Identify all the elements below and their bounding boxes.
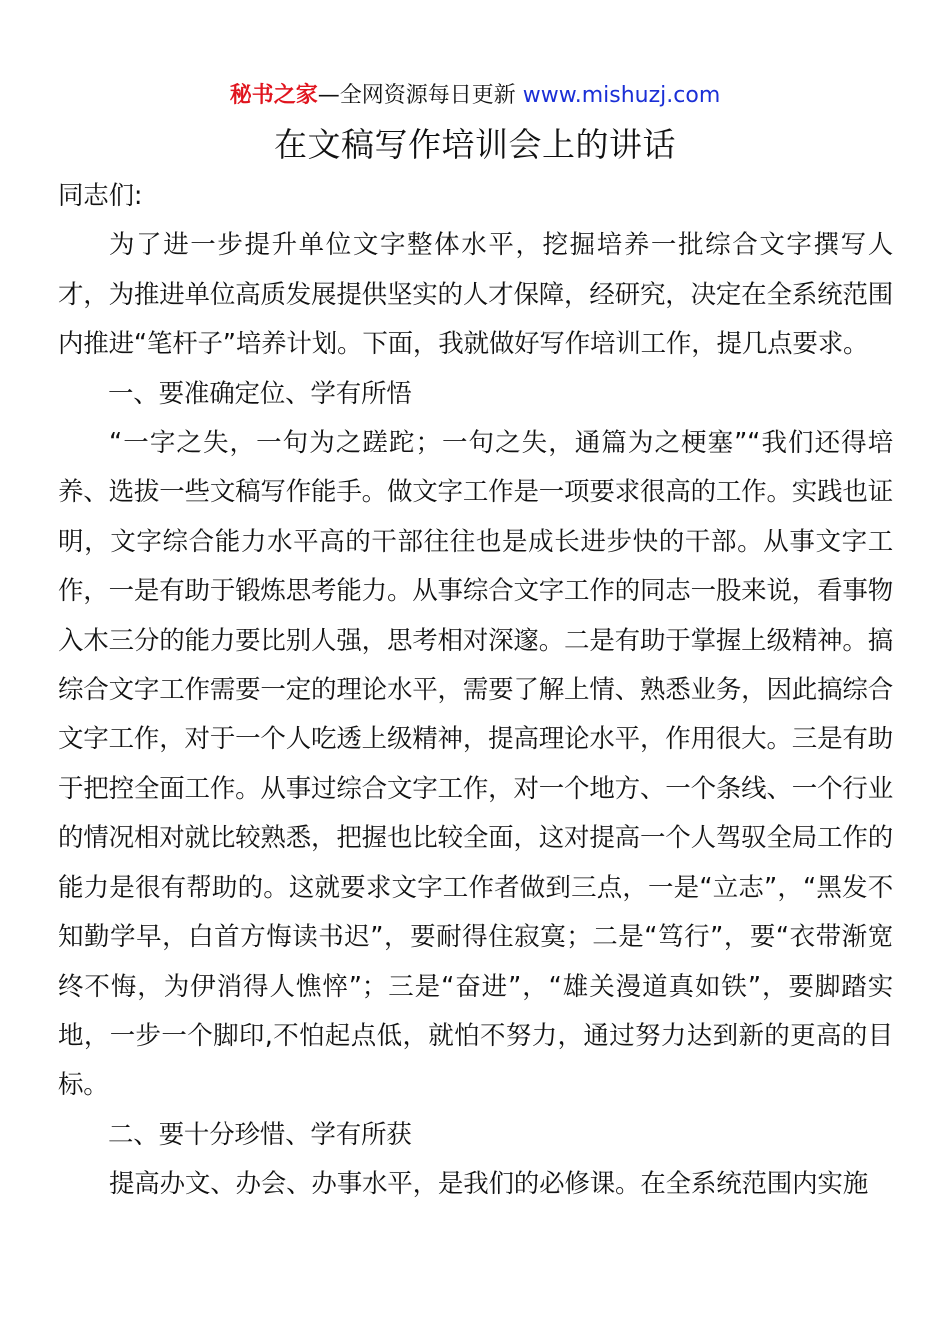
- site-header: [0, 80, 950, 112]
- intro-paragraph: 为了进一步提升单位文字整体水平，挖掘培养一批综合文字撰写人才，为推进单位高质发展提供坚实的人才保障，经研究，决定在全系统范围内推进“笔杆子”培养计划。下面，我就做好写作培训工作，提几点要求。: [58, 230, 893, 360]
- section-heading-2: 二、要十分珍惜、学有所获: [108, 1119, 412, 1150]
- section-2-paragraph: 提高办文、办会、办事水平，是我们的必修课。在全系统范围内实施: [109, 1169, 869, 1200]
- document-body: [58, 172, 893, 1210]
- section-heading-1: 一、要准确定位、学有所悟: [108, 378, 412, 409]
- section-1-paragraph: “一字之失，一句为之蹉跎；一句之失，通篇为之梗塞”“我们还得培养、选拔一些文稿写作能手。做文字工作是一项要求很高的工作。实践也证明，文字综合能力水平高的干部往往也是成长进步快的干部。从事文字工作，一是有助于锻炼思考能力。从事综合文字工作的同志一股来说，看事物入木三分的能力要比别人强，思考相对深邃。二是有助于掌握上级精神。搞综合文字工作需要一定的理论水平，需要了解上情、熟悉业务，因此搞综合文字工作，对于一个人吃透上级精神，提高理论水平，作用很大。三是有助于把控全面工作。从事过综合文字工作，对一个地方、一个条线、一个行业的情况相对就比较熟悉，把握也比较全面，这对提高一个人驾驭全局工作的能力是很有帮助的。这就要求文字工作者做到三点，一是“立志”，“黑发不知勤学早，白首方悔读书迟”，要耐得住寂寞；二是“笃行”，要“衣带渐宽终不悔，为伊消得人憔悴”；三是“奋进”，“雄关漫道真如铁”，要脚踏实地，一步一个脚印,不怕起点低，就怕不努力，通过努力达到新的更高的目标。: [58, 428, 893, 1101]
- document-title: 在文稿写作培训会上的讲话: [274, 125, 676, 164]
- site-url-link[interactable]: www.mishuzj.com: [522, 83, 721, 108]
- brand-name: 秘书之家: [229, 83, 318, 108]
- header-tagline: —全网资源每日更新: [317, 83, 516, 108]
- salutation: 同志们:: [58, 181, 143, 211]
